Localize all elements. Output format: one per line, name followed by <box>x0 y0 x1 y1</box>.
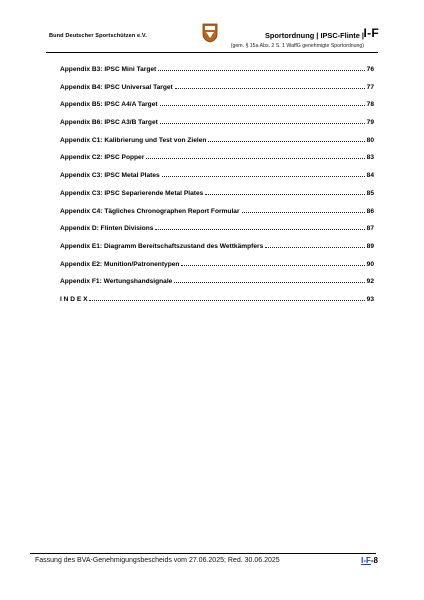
toc-entry[interactable] <box>60 225 374 243</box>
toc-entry-page: 89 <box>366 242 374 250</box>
footer-page-suffix: -8 <box>370 556 378 565</box>
toc-entry[interactable] <box>60 190 374 208</box>
toc-entry-label: Appendix B6: IPSC A3/B Target <box>60 119 158 127</box>
toc-leader-dots <box>265 246 364 248</box>
toc-leader-dots <box>205 193 364 195</box>
toc-entry-label: Appendix F1: Wertungshandsignale <box>60 278 173 286</box>
toc-leader-dots <box>242 211 365 213</box>
toc-entry[interactable] <box>60 243 374 261</box>
toc-entry-page: 83 <box>366 154 374 162</box>
toc-entry-label: Appendix C3: IPSC Metal Plates <box>60 172 160 180</box>
toc-entry-page: 78 <box>366 101 374 109</box>
toc-entry-label: Appendix C4: Tägliches Chronographen Report Formular <box>60 207 240 215</box>
toc-entry-label: Appendix C2: IPSC Popper <box>60 154 145 162</box>
toc-entry[interactable] <box>60 154 374 172</box>
toc-entry-label: Appendix E1: Diagramm Bereitschaftszustand des Wettkämpfers <box>60 242 264 250</box>
federation-logo-icon <box>201 23 219 43</box>
toc-entry-page: 90 <box>366 260 374 268</box>
toc-entry-page: 77 <box>366 83 374 91</box>
toc-entry-page: 76 <box>366 66 374 73</box>
toc-leader-dots <box>146 157 364 159</box>
table-of-contents <box>60 66 374 314</box>
organization-name: Bund Deutscher Sportschützen e.V. <box>49 33 147 39</box>
toc-entry-label: Appendix E2: Munition/Patronentypen <box>60 260 180 268</box>
toc-entry-page: 79 <box>366 119 374 127</box>
toc-leader-dots <box>160 104 365 106</box>
toc-entry[interactable] <box>60 208 374 226</box>
toc-entry[interactable] <box>60 119 374 137</box>
toc-leader-dots <box>89 299 364 301</box>
header-divider <box>46 52 378 53</box>
toc-entry-label: Appendix B5: IPSC A4/A Target <box>60 101 158 109</box>
footer-version-note: Fassung des BVA-Genehmigungsbescheids vom 27.06.2025; Red. 30.06.2025 <box>35 557 280 564</box>
toc-entry-page: 87 <box>366 225 374 233</box>
toc-entry[interactable] <box>60 66 374 84</box>
toc-entry-label: Appendix D: Flinten Divisions <box>60 225 154 233</box>
page-header <box>0 0 424 70</box>
toc-leader-dots <box>155 228 364 230</box>
toc-entry-page: 92 <box>366 278 374 286</box>
toc-entry-page: 84 <box>366 172 374 180</box>
toc-entry-label: Appendix B4: IPSC Universal Target <box>60 83 173 91</box>
toc-entry[interactable] <box>60 84 374 102</box>
toc-entry-label: Appendix B3: IPSC Mini Target <box>60 66 157 73</box>
toc-leader-dots <box>208 140 364 142</box>
toc-entry-label: I N D E X <box>60 295 88 303</box>
page-code: I-F <box>363 26 379 40</box>
toc-entry[interactable] <box>60 278 374 296</box>
footer-divider <box>30 553 376 554</box>
toc-entry[interactable] <box>60 261 374 279</box>
toc-entry[interactable] <box>60 296 374 314</box>
toc-leader-dots <box>174 281 364 283</box>
toc-leader-dots <box>162 175 365 177</box>
toc-leader-dots <box>160 122 365 124</box>
toc-entry[interactable] <box>60 101 374 119</box>
toc-leader-dots <box>181 264 364 266</box>
toc-entry-label: Appendix C1: Kalibrierung und Test von Zielen <box>60 136 207 144</box>
toc-entry-page: 85 <box>366 189 374 197</box>
toc-entry[interactable] <box>60 137 374 155</box>
toc-entry-page: 80 <box>366 136 374 144</box>
footer-page-link[interactable]: I-F <box>361 556 371 565</box>
toc-entry[interactable] <box>60 172 374 190</box>
toc-entry-page: 86 <box>366 207 374 215</box>
toc-entry-label: Appendix C3: IPSC Separierende Metal Plates <box>60 189 204 197</box>
regulation-title: Sportordnung | IPSC-Flinte | <box>264 31 364 40</box>
toc-entry-page: 93 <box>366 295 374 303</box>
footer-page-number <box>361 556 378 565</box>
toc-leader-dots <box>158 69 364 71</box>
approval-note: (gem. § 15a Abs. 2 S. 1 WaffG genehmigte Sportordnung) <box>230 43 364 49</box>
toc-leader-dots <box>175 87 365 89</box>
